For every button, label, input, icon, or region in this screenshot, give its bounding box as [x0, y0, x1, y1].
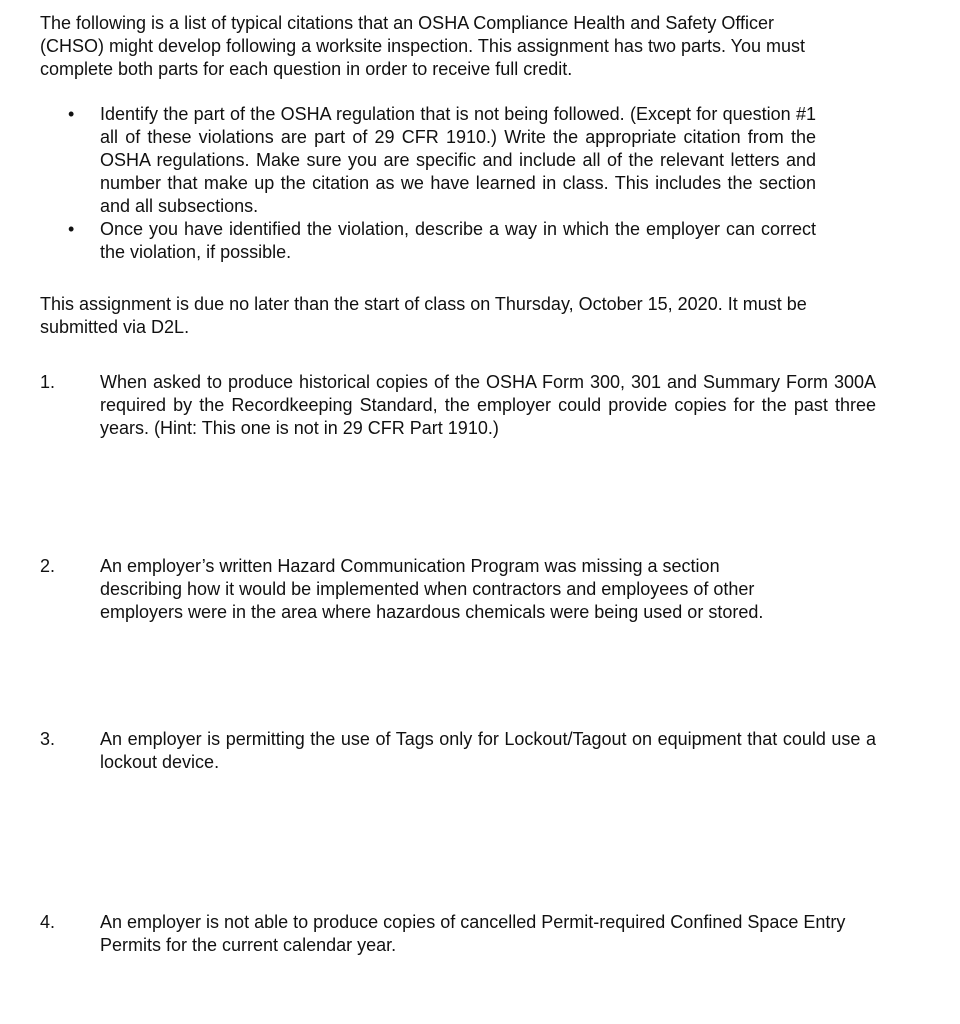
question-text: An employer’s written Hazard Communication Program was missing a section describing how it would be implemented when contractors and employees of other employers were in the area where hazardous chemicals were being used or stored.	[100, 556, 764, 622]
document-page	[40, 12, 920, 957]
intro-paragraph: The following is a list of typical citations that an OSHA Compliance Health and Safety Officer (CHSO) might develop following a worksite inspection. This assignment has two parts. You must complete both parts for each question in order to receive full credit.	[40, 13, 806, 79]
instruction-item-correct: • Once you have identified the violation, describe a way in which the employer can correct the violation, if possible.	[40, 218, 816, 264]
due-date-notice: This assignment is due no later than the start of class on Thursday, October 15, 2020. It must be submitted via D2L.	[40, 294, 807, 337]
question-text: An employer is not able to produce copies of cancelled Permit-required Confined Space Entry Permits for the current calendar year.	[100, 912, 846, 955]
question-item	[40, 555, 800, 624]
question-text: An employer is permitting the use of Tags only for Lockout/Tagout on equipment that could use a lockout device.	[100, 729, 876, 772]
question-list	[40, 371, 920, 957]
question-item	[40, 911, 876, 957]
question-number: 4.	[40, 912, 56, 932]
question-number: 2.	[40, 556, 56, 576]
question-text: When asked to produce historical copies of the OSHA Form 300, 301 and Summary Form 300A required by the Recordkeeping Standard, the employer could provide copies for the past three years. (Hint: This one is not in 29 CFR Part 1910.)	[100, 372, 876, 438]
question-item	[40, 728, 876, 774]
question-number: 1.	[40, 372, 56, 392]
instruction-list	[40, 103, 920, 264]
question-item	[40, 371, 876, 440]
instruction-item-identify: • Identify the part of the OSHA regulation that is not being followed. (Except for question #1 all of these violations are part of 29 CFR 1910.) Write the appropriate citation from the OSHA regulations. Make sure you are specific and include all of the relevant letters and number that make up the citation as we have learned in class. This includes the section and all subsections.	[40, 103, 816, 218]
question-number: 3.	[40, 729, 56, 749]
